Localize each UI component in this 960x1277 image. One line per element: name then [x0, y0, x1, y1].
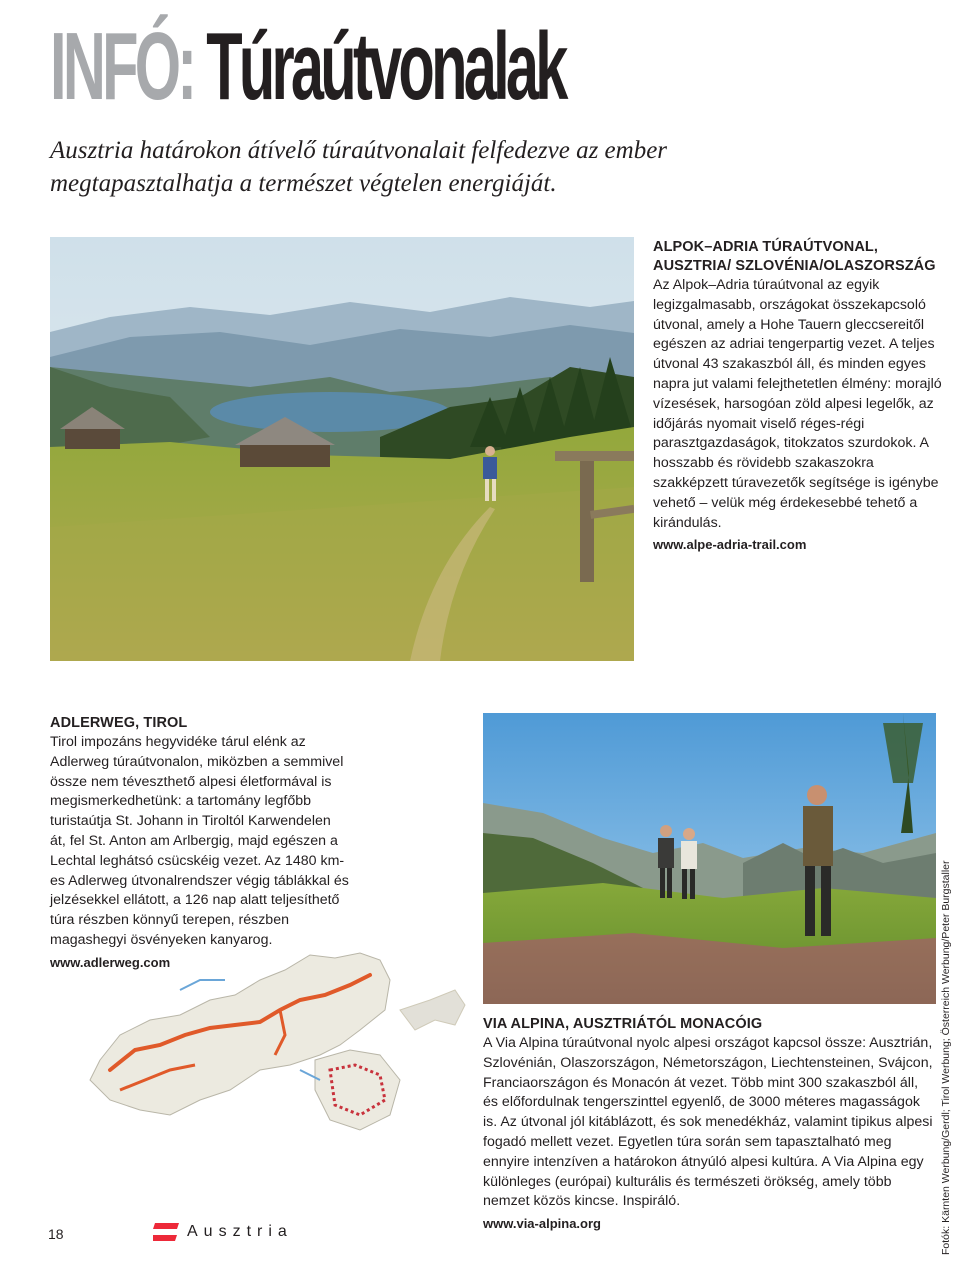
via-alpina-section — [483, 1015, 933, 1234]
photo-alpine-meadow-lake — [50, 237, 634, 661]
alpe-adria-section — [653, 238, 943, 555]
via-alpina-link[interactable]: www.via-alpina.org — [483, 1216, 601, 1232]
alpe-adria-body: Az Alpok–Adria túraútvonal az egyik legizgalmasabb, országokat összekapcsoló útvonal, amely a Hohe Tauern gleccsereitől egészen az adriai tengerpartig vezet. A teljes útvonal 43 szakaszból áll, és minden egyes napra jut valami felejthetetlen élmény: morajló vízesések, harsogóan zöld alpesi legelők, az időjárás nyomait viselő réges-régi parasztgazdaságok, titokzatos szurdokok. A hosszabb és rövidebb szakaszokra szakképzett túravezetők segítsége is igénybe vehető – velük még érdekesebbé tehető a kirándulás. — [653, 277, 942, 531]
alpe-adria-heading: ALPOK–ADRIA TÚRAÚTVONAL, AUSZTRIA/ SZLOVÉNIA/OLASZORSZÁG — [653, 239, 936, 274]
alpe-adria-link[interactable]: www.alpe-adria-trail.com — [653, 537, 807, 553]
austria-flag-icon — [153, 1222, 179, 1242]
adlerweg-route-map — [60, 950, 470, 1148]
photo-hikers-mountain — [483, 713, 936, 1004]
title-prefix: INFÓ: — [50, 13, 194, 120]
adlerweg-heading: ADLERWEG, TIROL — [50, 715, 188, 731]
photo-credits: Fotók: Kärnten Werbung/Gerdl; Tirol Werbung; Österreich Werbung/Peter Burgstaller — [940, 860, 952, 1255]
lead-text: Ausztria határokon átívelő túraútvonalait felfedezve az ember megtapasztalhatja a természet végtelen energiáját. — [50, 137, 668, 197]
via-alpina-heading: VIA ALPINA, AUSZTRIÁTÓL MONACÓIG — [483, 1016, 763, 1032]
adlerweg-body: Tirol impozáns hegyvidéke tárul elénk az Adlerweg túraútvonalon, miközben a semmivel össze nem téveszthető alpesi életformával is megismerkedhetünk: a tartomány legfőbb turistaútja St. Johann in Tiroltól Karwendelen át, fel St. Anton am Arlbergig, majd egészen a Lechtal leghátsó csücskéig vezet. Az 1480 km-es Adlerweg útvonalrendszer végig táblákkal és jelzésekkel ellátott, a 126 nap alatt teljesíthető túra részben könnyű terepen, részben magashegyi ösvényeken kanyarog. — [50, 734, 349, 948]
title-main: Túraútvonalak — [206, 13, 565, 120]
via-alpina-body: A Via Alpina túraútvonal nyolc alpesi országot kapcsol össze: Ausztrián, Szlovénián, Olaszországon, Németországon, Liechtensteinen, Svájcon, Franciaországon és Monacón át vezet. Több mint 300 szakaszból áll, és előfordulnak tengerszinttel egyenlő, de 3000 méteres magasságok is. Az útvonal jól kitáblázott, és sok menedékház, valamint tipikus alpesi fogadó mellett vezet. Egyetlen túra során sem tapasztalható meg ennyire intenzíven a határokon átnyúló alpesi kultúra. A Via Alpina egy különleges (európai) kulturális és természeti örökség, amely több nemzet közös kincse. Inspiráló. — [483, 1035, 933, 1210]
page-title — [50, 12, 565, 122]
ausztria-logo — [153, 1222, 413, 1246]
page-number: 18 — [48, 1226, 64, 1242]
adlerweg-link[interactable]: www.adlerweg.com — [50, 954, 171, 970]
adlerweg-section — [50, 714, 350, 973]
brand-name: Ausztria — [187, 1223, 293, 1240]
